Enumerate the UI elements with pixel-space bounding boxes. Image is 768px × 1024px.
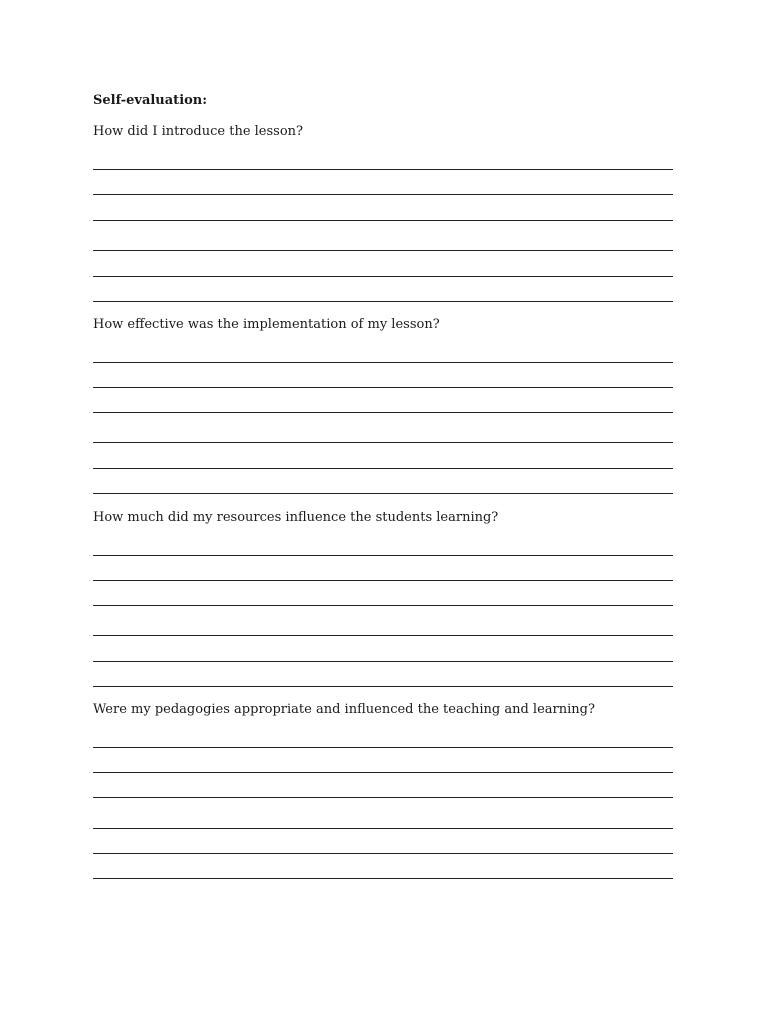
answer-line-q2-1	[93, 362, 673, 363]
answer-line-q4-5	[93, 853, 673, 854]
question-1: How did I introduce the lesson?	[93, 124, 304, 139]
answer-line-q1-6	[93, 301, 673, 302]
answer-line-q2-2	[93, 387, 673, 388]
answer-line-q3-3	[93, 605, 673, 606]
answer-line-q2-4	[93, 442, 673, 443]
form-title: Self-evaluation:	[93, 93, 208, 108]
answer-line-q1-3	[93, 220, 673, 221]
answer-line-q4-4	[93, 828, 673, 829]
answer-line-q1-2	[93, 194, 673, 195]
question-3: How much did my resources influence the students learning?	[93, 510, 499, 525]
question-4: Were my pedagogies appropriate and influenced the teaching and learning?	[93, 702, 595, 717]
answer-line-q1-5	[93, 276, 673, 277]
answer-line-q2-6	[93, 493, 673, 494]
answer-line-q4-3	[93, 797, 673, 798]
answer-line-q3-2	[93, 580, 673, 581]
answer-line-q2-3	[93, 412, 673, 413]
answer-line-q4-1	[93, 747, 673, 748]
answer-line-q3-6	[93, 686, 673, 687]
answer-line-q2-5	[93, 468, 673, 469]
question-2: How effective was the implementation of my lesson?	[93, 317, 440, 332]
answer-line-q1-4	[93, 250, 673, 251]
answer-line-q4-6	[93, 878, 673, 879]
answer-line-q3-1	[93, 555, 673, 556]
answer-line-q3-4	[93, 635, 673, 636]
answer-line-q3-5	[93, 661, 673, 662]
answer-line-q4-2	[93, 772, 673, 773]
answer-line-q1-1	[93, 169, 673, 170]
